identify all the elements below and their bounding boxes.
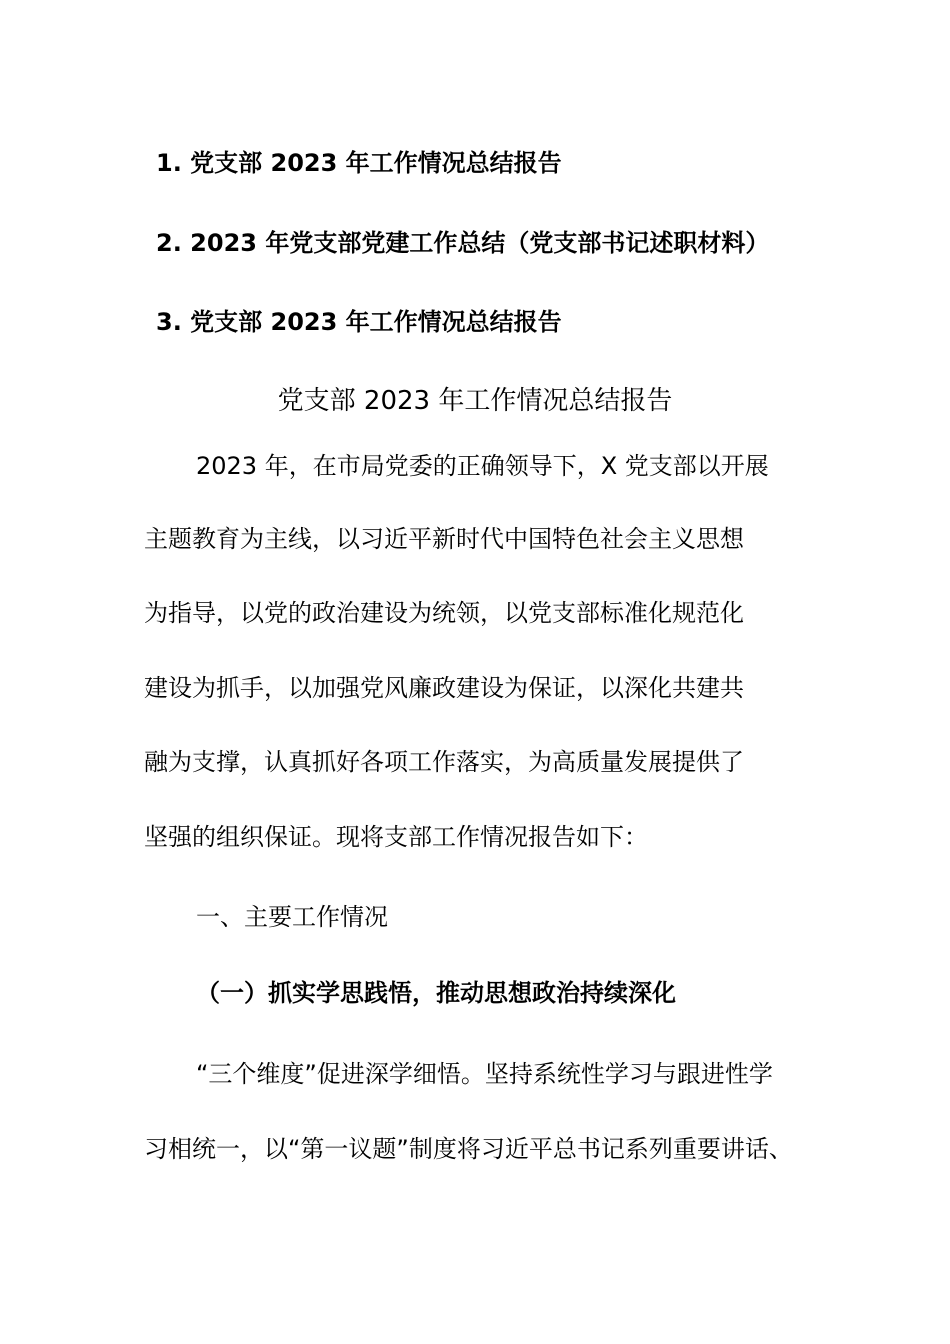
paragraph-line: “三个维度”促进深学细悟。坚持系统性学习与跟进性学 [196,1060,773,1088]
paragraph-line: 坚强的组织保证。现将支部工作情况报告如下： [144,823,648,851]
paragraph-line: 为指导，以党的政治建设为统领，以党支部标准化规范化 [144,599,744,627]
document-title: 党支部 2023 年工作情况总结报告 [277,386,673,416]
paragraph-line: 习相统一，以“第一议题”制度将习近平总书记系列重要讲话、 [144,1135,793,1163]
paragraph-line: 建设为抓手，以加强党风廉政建设为保证，以深化共建共 [144,674,744,702]
section-heading: 一、主要工作情况 [196,903,388,931]
toc-item-1: 1. 党支部 2023 年工作情况总结报告 [156,149,562,177]
paragraph-line: 2023 年，在市局党委的正确领导下，X 党支部以开展 [196,452,769,480]
toc-item-2: 2. 2023 年党支部党建工作总结（党支部书记述职材料） [156,229,770,257]
toc-item-3: 3. 党支部 2023 年工作情况总结报告 [156,308,562,336]
paragraph-line: 融为支撑，认真抓好各项工作落实，为高质量发展提供了 [144,748,744,776]
subsection-heading: （一）抓实学思践悟，推动思想政治持续深化 [196,979,676,1007]
paragraph-line: 主题教育为主线，以习近平新时代中国特色社会主义思想 [144,525,744,553]
